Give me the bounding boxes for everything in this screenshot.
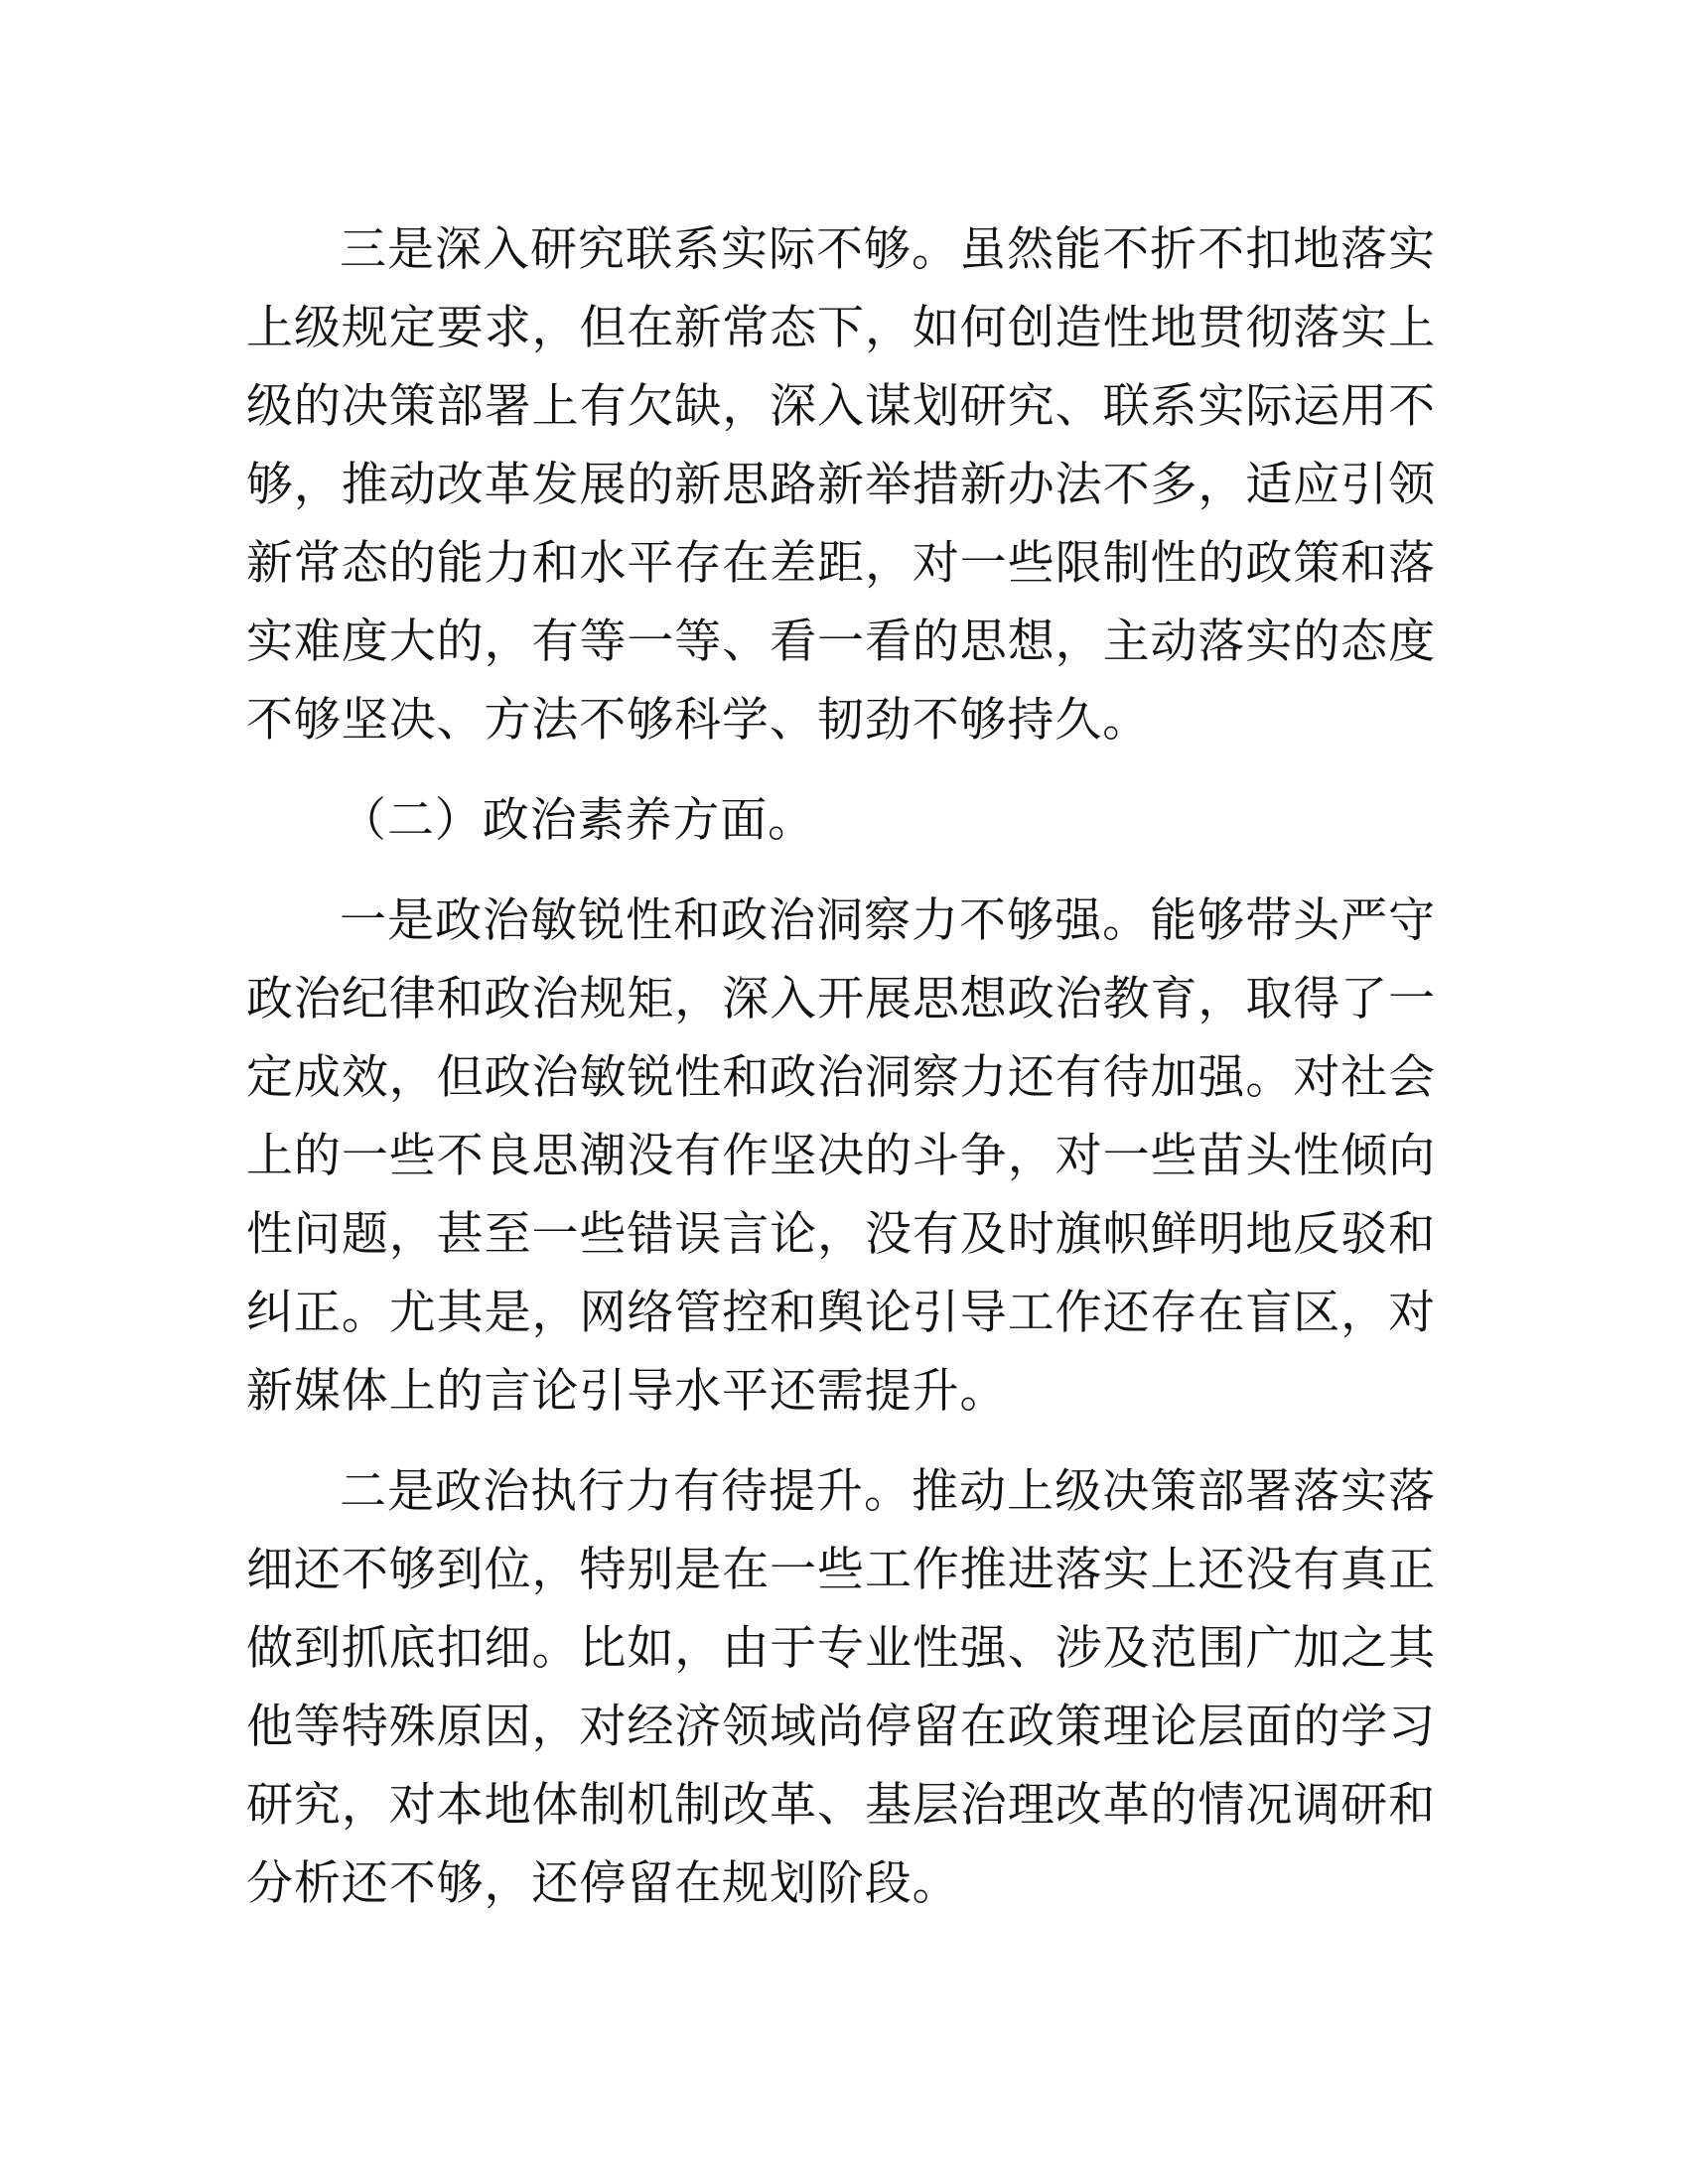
paragraph-second-point: 二是政治执行力有待提升。推动上级决策部署落实落细还不够到位，特别是在一些工作推进落实上还没有真正做到抓底扣细。比如，由于专业性强、涉及范围广加之其他等特殊原因，对经济领域尚停留在政策理论层面的学习研究，对本地体制机制改革、基层治理改革的情况调研和分析还不够，还停留在规划阶段。 <box>246 1464 1436 1911</box>
section-heading-political-literacy: （二）政治素养方面。 <box>340 793 815 848</box>
document-body <box>246 210 1436 1945</box>
paragraph-third-point: 三是深入研究联系实际不够。虽然能不折不扣地落实上级规定要求，但在新常态下，如何创造性地贯彻落实上级的决策部署上有欠缺，深入谋划研究、联系实际运用不够，推动改革发展的新思路新举措新办法不多，适应引领新常态的能力和水平存在差距，对一些限制性的政策和落实难度大的，有等一等、看一看的思想，主动落实的态度不够坚决、方法不够科学、韧劲不够持久。 <box>246 222 1436 748</box>
paragraph-first-point: 一是政治敏锐性和政治洞察力不够强。能够带头严守政治纪律和政治规矩，深入开展思想政治教育，取得了一定成效，但政治敏锐性和政治洞察力还有待加强。对社会上的一些不良思潮没有作坚决的斗争，对一些苗头性倾向性问题，甚至一些错误言论，没有及时旗帜鲜明地反驳和纠正。尤其是，网络管控和舆论引导工作还存在盲区，对新媒体上的言论引导水平还需提升。 <box>246 893 1436 1419</box>
